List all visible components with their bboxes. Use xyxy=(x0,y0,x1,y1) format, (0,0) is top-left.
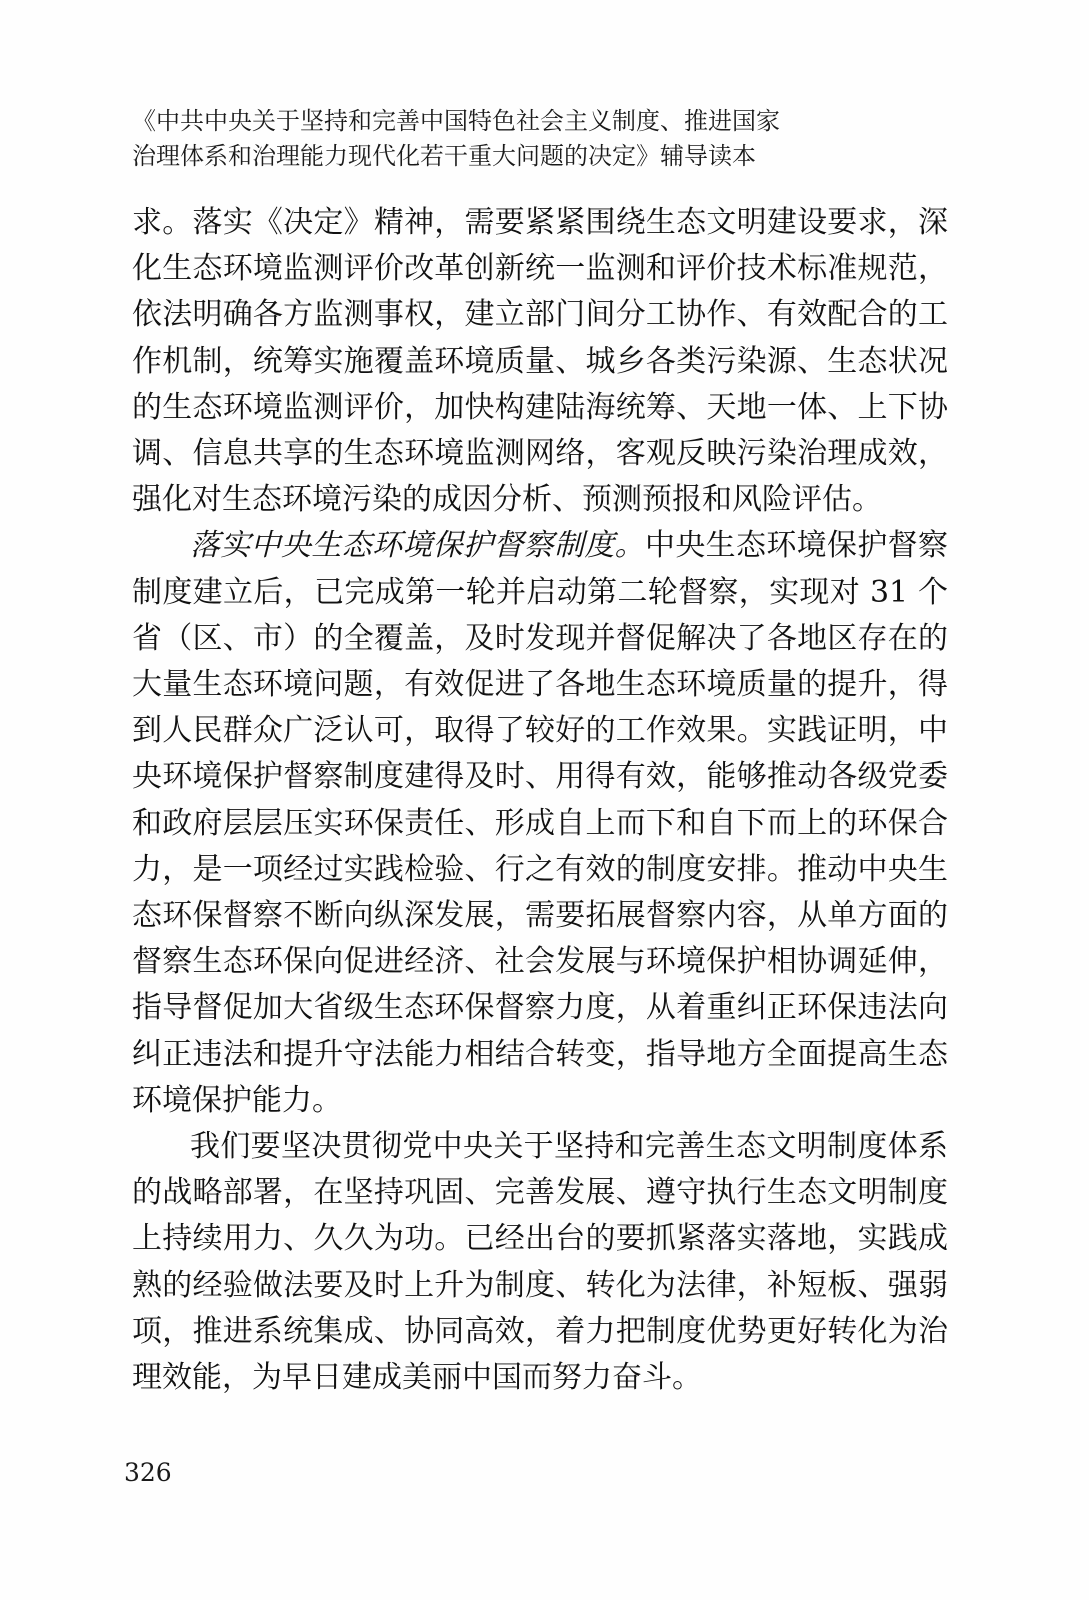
page-number: 326 xyxy=(124,1458,172,1487)
paragraph-monitoring xyxy=(132,200,948,523)
paragraph-inspection-heading: 落实中央生态环境保护督察制度。 xyxy=(190,528,645,564)
paragraph-conclusion xyxy=(132,1124,948,1401)
body-text xyxy=(132,200,948,1401)
running-header-line-2: 治理体系和治理能力现代化若干重大问题的决定》辅导读本 xyxy=(132,142,756,170)
paragraph-inspection xyxy=(132,523,948,1124)
running-header xyxy=(132,104,952,174)
paragraph-inspection-text: 中央生态环境保护督察制度建立后，已完成第一轮并启动第二轮督察，实现对 31 个省（区、市）的全覆盖，及时发现并督促解决了各地区存在的大量生态环境问题，有效促进了各地生态环境质量的提升，得到人民群众广泛认可，取得了较好的工作效果。实践证明，中央环境保护督察制度建得及时、用得有效，能够推动各级党委和政府层层压实环保责任、形成自上而下和自下而上的环保合力，是一项经过实践检验、行之有效的制度安排。推动中央生态环保督察不断向纵深发展，需要拓展督察内容，从单方面的督察生态环保向促进经济、社会发展与环境保护相协调延伸，指导督促加大省级生态环保督察力度，从着重纠正环保违法向纠正违法和提升守法能力相结合转变，指导地方全面提高生态环境保护能力。 xyxy=(132,528,948,1118)
paragraph-monitoring-text: 求。落实《决定》精神，需要紧紧围绕生态文明建设要求，深化生态环境监测评价改革创新统一监测和评价技术标准规范，依法明确各方监测事权，建立部门间分工协作、有效配合的工作机制，统筹实施覆盖环境质量、城乡各类污染源、生态状况的生态环境监测评价，加快构建陆海统筹、天地一体、上下协调、信息共享的生态环境监测网络，客观反映污染治理成效，强化对生态环境污染的成因分析、预测预报和风险评估。 xyxy=(132,205,948,518)
running-header-line-1: 《中共中央关于坚持和完善中国特色社会主义制度、推进国家 xyxy=(132,107,780,135)
paragraph-conclusion-text: 我们要坚决贯彻党中央关于坚持和完善生态文明制度体系的战略部署，在坚持巩固、完善发展、遵守执行生态文明制度上持续用力、久久为功。已经出台的要抓紧落实落地，实践成熟的经验做法要及时上升为制度、转化为法律，补短板、强弱项，推进系统集成、协同高效，着力把制度优势更好转化为治理效能，为早日建成美丽中国而努力奋斗。 xyxy=(132,1129,948,1396)
